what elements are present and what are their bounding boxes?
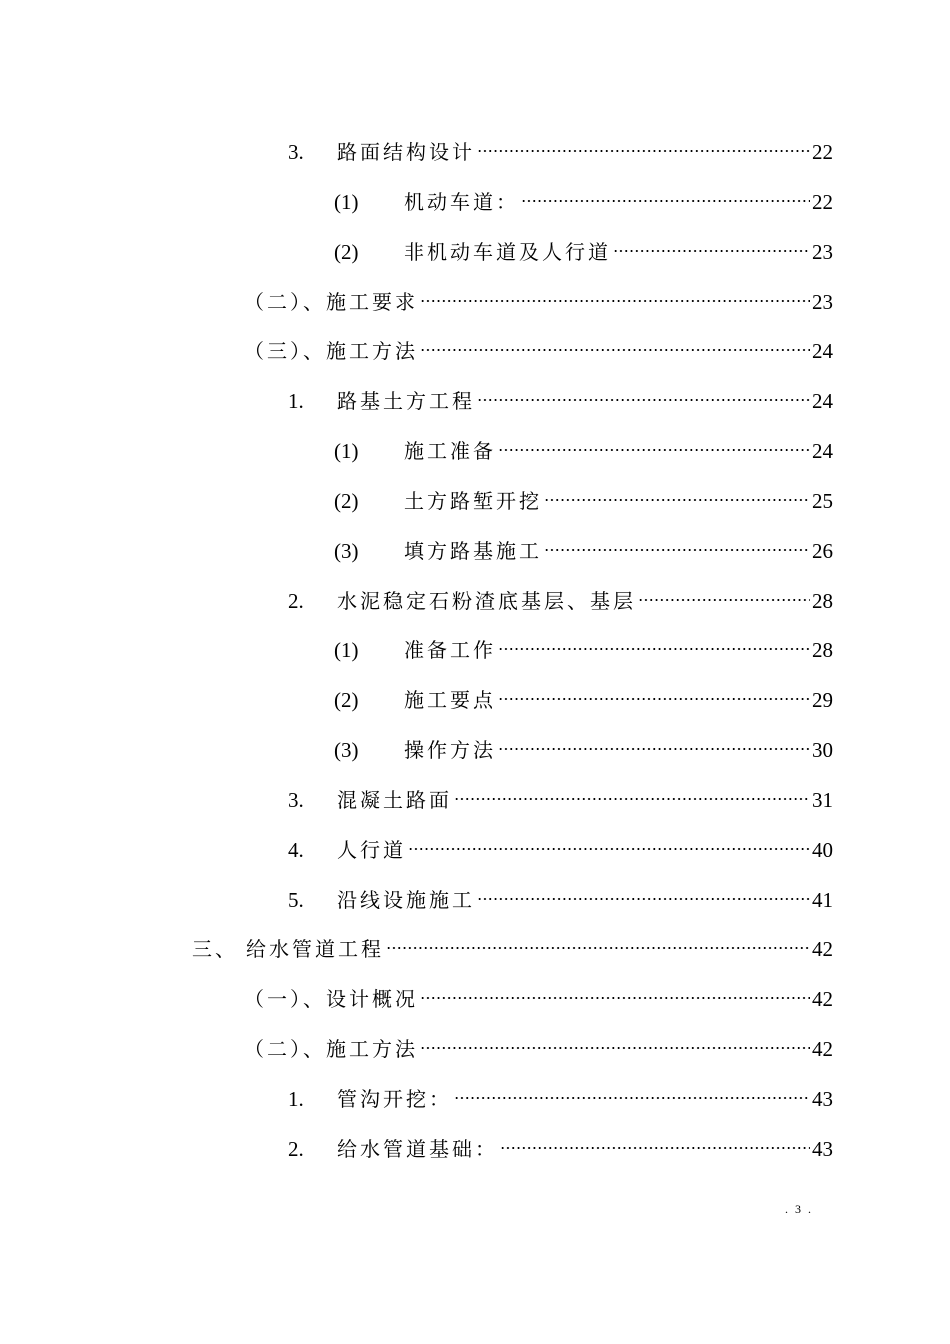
toc-entry-page: 40 [812,838,833,862]
dot-leader [638,578,810,608]
toc-entry-page: 43 [812,1137,833,1161]
toc-entry-title: 准备工作 [404,638,496,662]
toc-entry-page: 42 [812,1037,833,1061]
dot-leader [477,877,810,907]
toc-entry-page: 26 [812,539,833,563]
toc-entry-title: 人行道 [337,838,406,862]
toc-entry[interactable] [288,777,833,812]
dot-leader [454,1076,810,1106]
toc-entry[interactable] [334,627,833,662]
toc-entry-title: 土方路堑开挖 [404,489,542,513]
toc-entry-title: 管沟开挖： [337,1087,452,1111]
dot-leader [613,229,810,259]
toc-entry-title: 施工准备 [404,439,496,463]
dot-leader [544,478,810,508]
toc-entry[interactable] [334,179,833,214]
dot-leader [477,378,810,408]
toc-entry-title: 混凝土路面 [337,788,452,812]
toc-entry-number: 2. [288,589,304,613]
toc-entry-title: 给水管道基础： [337,1137,498,1161]
toc-entry[interactable] [334,229,833,264]
toc-entry-number: 1. [288,389,304,413]
toc-entry-page: 24 [812,389,833,413]
dot-leader [454,777,810,807]
toc-entry-page: 22 [812,140,833,164]
dot-leader [500,1126,810,1156]
toc-entry[interactable] [192,926,833,961]
toc-entry[interactable] [244,279,833,314]
toc-entry-page: 29 [812,688,833,712]
toc-entry-page: 24 [812,339,833,363]
toc-entry-page: 28 [812,638,833,662]
toc-entry-title: 水泥稳定石粉渣底基层、基层 [337,589,636,613]
dot-leader [498,677,810,707]
toc-entry-page: 24 [812,439,833,463]
dot-leader [498,627,810,657]
toc-entry-page: 30 [812,738,833,762]
toc-entry-number: 2. [288,1137,304,1161]
toc-entry-page: 43 [812,1087,833,1111]
toc-entry[interactable] [288,877,833,912]
toc-entry[interactable] [334,528,833,563]
toc-entry[interactable] [334,727,833,762]
toc-entry[interactable] [334,428,833,463]
toc-entry-title: 沿线设施施工 [337,888,475,912]
dot-leader [386,926,810,956]
dot-leader [420,328,810,358]
toc-entry[interactable] [288,578,833,613]
toc-entry[interactable] [334,478,833,513]
toc-entry-page: 42 [812,937,833,961]
toc-entry-page: 22 [812,190,833,214]
toc-entry[interactable] [288,1076,833,1111]
toc-entry-number: (3) [334,738,359,762]
toc-entry-number: 3. [288,788,304,812]
toc-entry-title: （三）、施工方法 [244,339,418,363]
toc-entry-title: 给水管道工程 [246,937,384,961]
toc-entry-number: 三、 [192,937,238,961]
toc-entry-page: 23 [812,240,833,264]
dot-leader [477,129,810,159]
dot-leader [498,428,810,458]
toc-entry[interactable] [288,827,833,862]
toc-entry-number: (2) [334,688,359,712]
toc-entry[interactable] [244,328,833,363]
toc-entry-page: 41 [812,888,833,912]
toc-entry-number: 3. [288,140,304,164]
toc-entry-page: 31 [812,788,833,812]
toc-entry-title: 路面结构设计 [337,140,475,164]
toc-entry[interactable] [288,378,833,413]
toc-entry-number: (2) [334,240,359,264]
toc-entry-title: 非机动车道及人行道 [404,240,611,264]
toc-entry-number: (3) [334,539,359,563]
toc-entry-title: 施工要点 [404,688,496,712]
toc-entry-number: 5. [288,888,304,912]
toc-entry-page: 25 [812,489,833,513]
dot-leader [498,727,810,757]
toc-entry-title: 填方路基施工 [404,539,542,563]
toc-entry[interactable] [288,129,833,164]
toc-entry-page: 23 [812,290,833,314]
toc-entry-number: (1) [334,638,359,662]
toc-entry-page: 42 [812,987,833,1011]
toc-entry-number: (1) [334,439,359,463]
toc-entry[interactable] [288,1126,833,1161]
toc-entry-number: (1) [334,190,359,214]
toc-entry-number: 4. [288,838,304,862]
toc-entry-title: 机动车道： [404,190,519,214]
dot-leader [420,1026,810,1056]
toc-entry-title: （二）、施工要求 [244,290,418,314]
toc-entry-number: 1. [288,1087,304,1111]
toc-entry-title: 路基土方工程 [337,389,475,413]
dot-leader [420,279,810,309]
toc-entry[interactable] [244,1026,833,1061]
toc-entry-title: （一）、设计概况 [244,987,418,1011]
page-number-footer: . 3 . [785,1202,813,1216]
toc-entry-number: (2) [334,489,359,513]
toc-entry[interactable] [334,677,833,712]
toc-entry[interactable] [244,976,833,1011]
toc-entry-title: （二）、施工方法 [244,1037,418,1061]
toc-entry-page: 28 [812,589,833,613]
toc-entry-title: 操作方法 [404,738,496,762]
dot-leader [544,528,810,558]
dot-leader [521,179,810,209]
dot-leader [420,976,810,1006]
dot-leader [408,827,810,857]
